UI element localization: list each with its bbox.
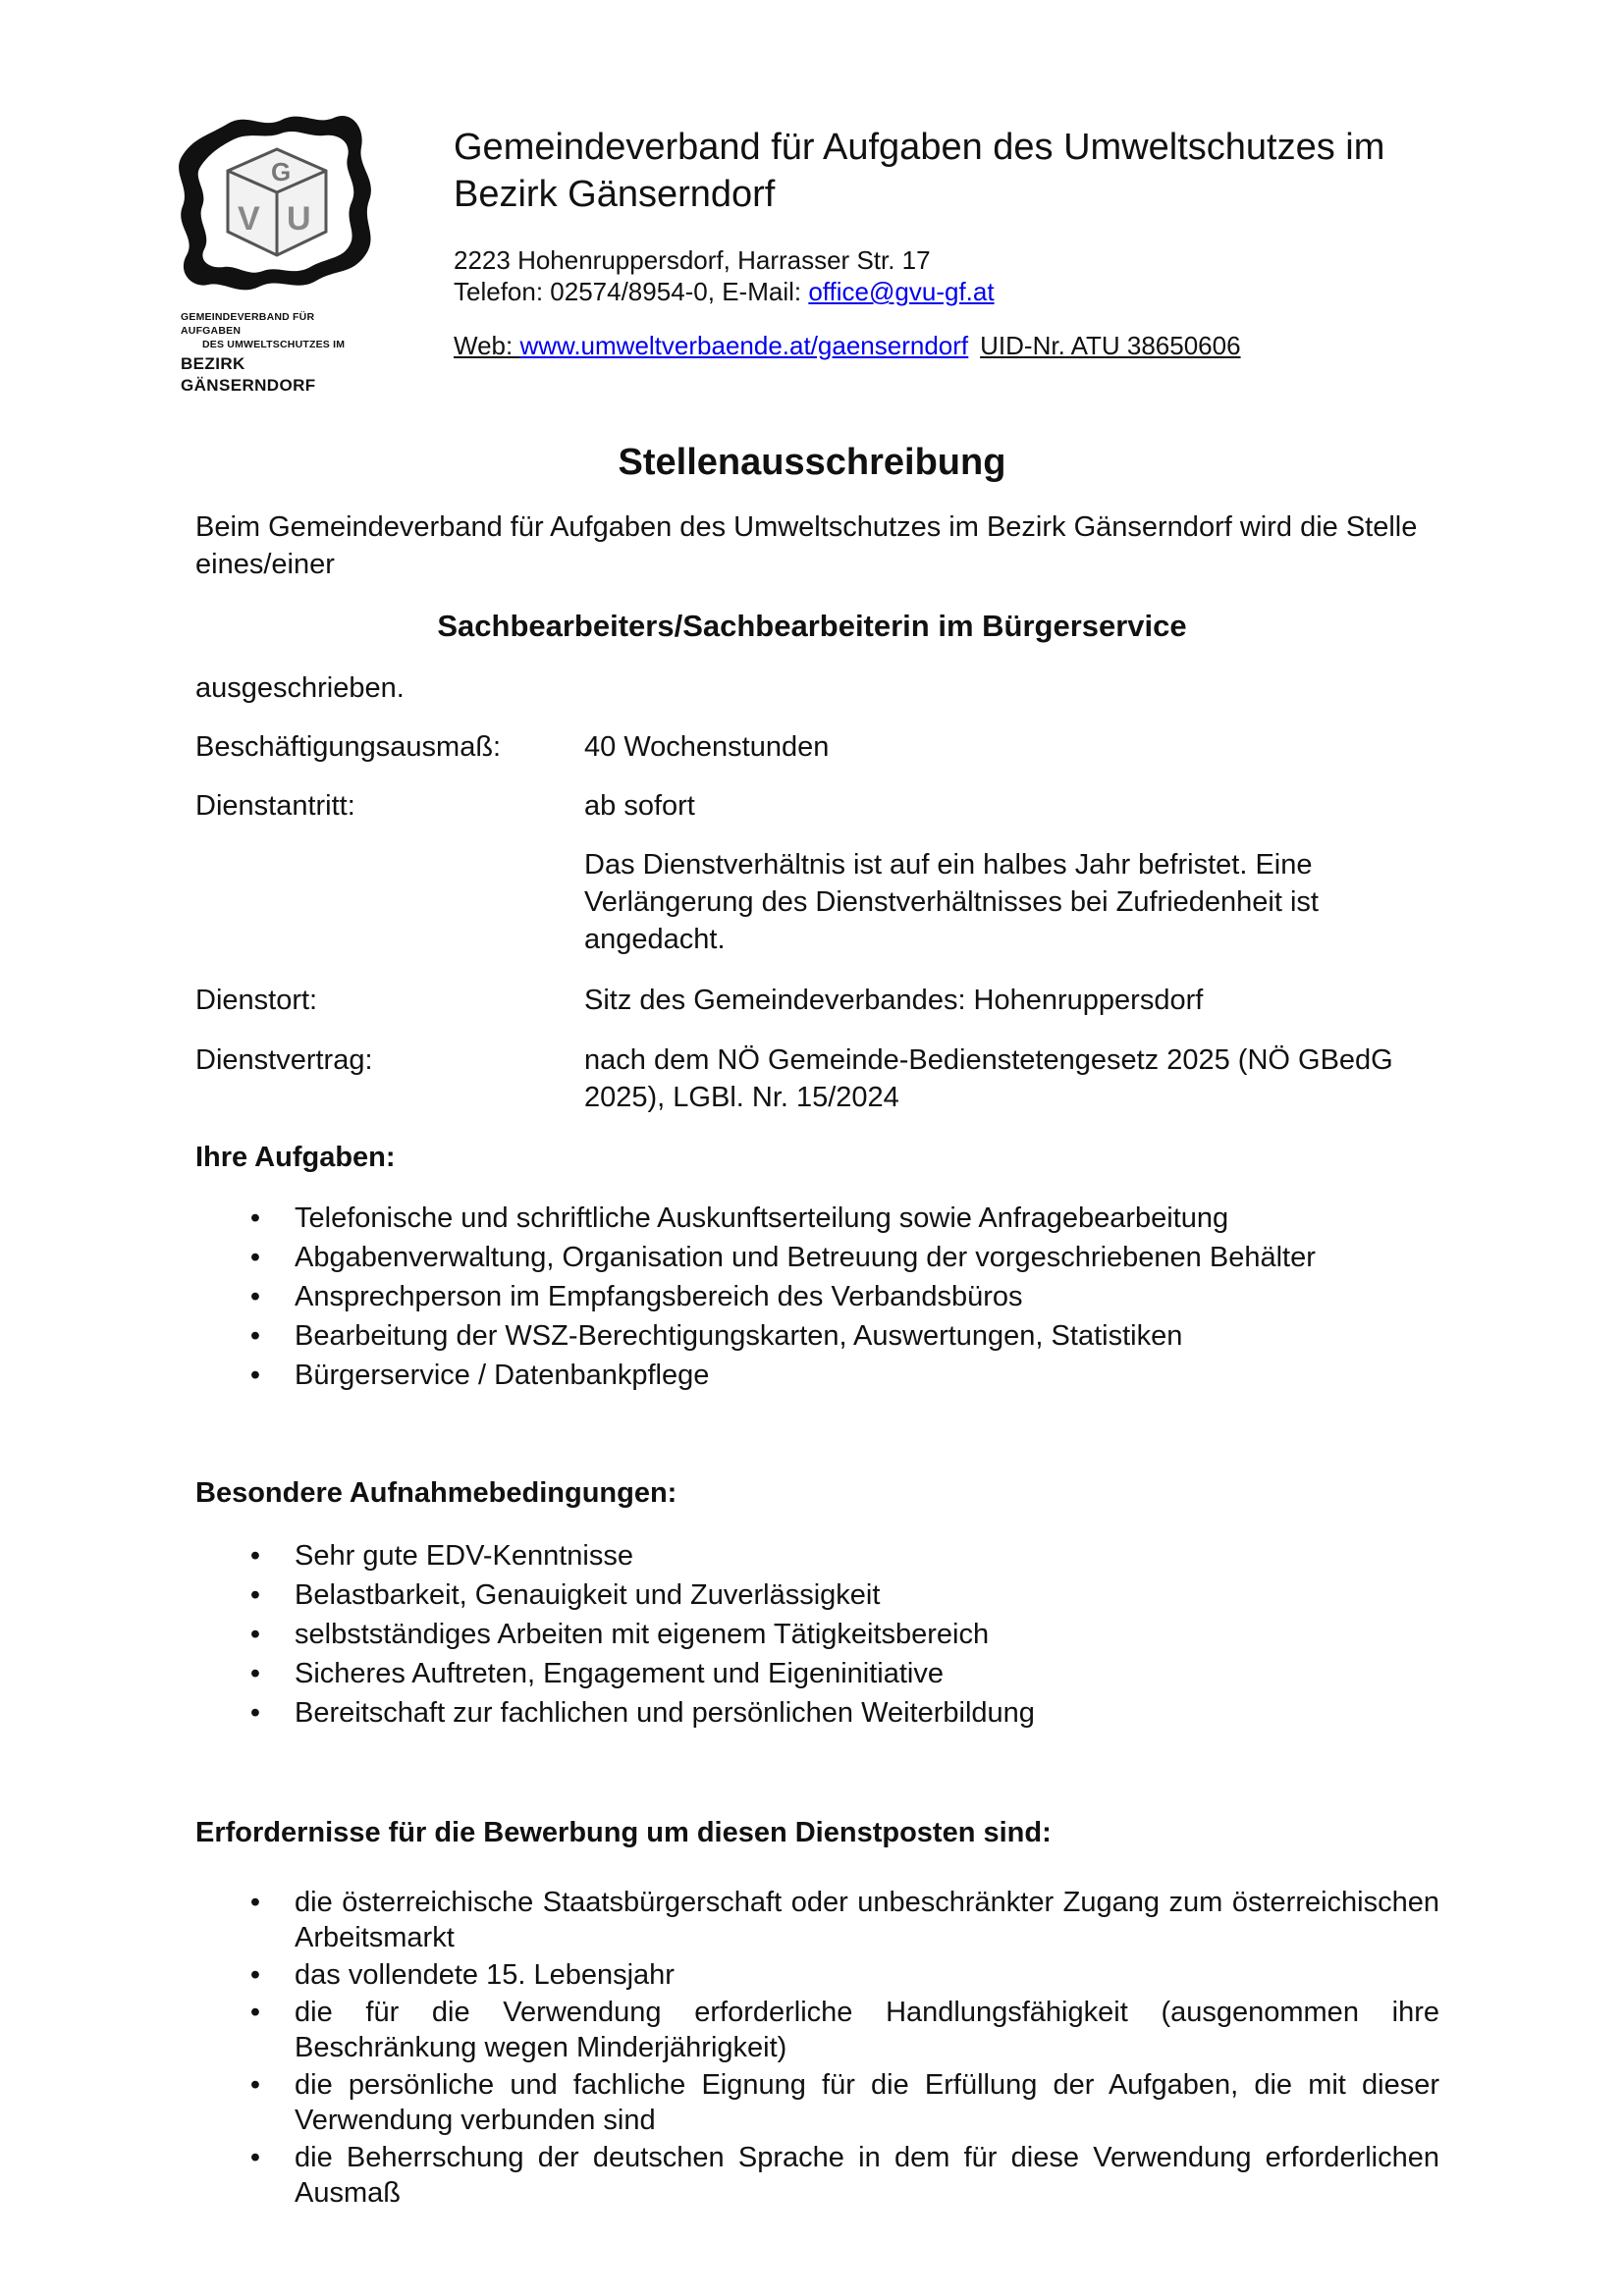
list-item: • Bereitschaft zur fachlichen und persönlichen Weiterbildung [245,1694,1439,1732]
bullet-icon: • [249,1540,261,1572]
list-item: • die Beherrschung der deutschen Sprache in dem für diese Verwendung erforderlichen Ausmaß [245,2140,1439,2211]
gvu-cube-logo-icon [169,112,385,308]
list-item: • Sehr gute EDV-Kenntnisse [245,1537,1439,1575]
logo-line-2: DES UMWELTSCHUTZES IM [202,339,346,350]
after-position-text: ausgeschrieben. [195,672,405,704]
document-title: Stellenausschreibung [618,442,1006,483]
bullet-icon: • [249,1360,261,1391]
phone-text: Telefon: 02574/8954-0, E-Mail: [454,277,809,306]
list-item: • die österreichische Staatsbürgerschaft oder unbeschränkter Zugang zum österreichischen Arbeitsmarkt [245,1885,1439,1955]
web-line [454,331,1241,360]
logo-line-1: GEMEINDEVERBAND FÜR AUFGABEN [181,311,315,337]
bullet-icon: • [249,1281,261,1312]
detail-value: nach dem NÖ Gemeinde-Bedienstetengesetz 2025 (NÖ GBedG 2025), LGBl. Nr. 15/2024 [584,1044,1393,1113]
list-item: • die persönliche und fachliche Eignung für die Erfüllung der Aufgaben, die mit dieser Verwendung verbunden sind [245,2067,1439,2138]
list-item: • Bearbeitung der WSZ-Berechtigungskarten, Auswertungen, Statistiken [245,1317,1439,1355]
detail-label: Dienstvertrag: [195,1044,373,1076]
detail-value: ab sofort [584,790,695,822]
logo-line-3: BEZIRK GÄNSERNDORF [181,354,316,395]
bullet-icon: • [249,1619,261,1650]
list-item: • Abgabenverwaltung, Organisation und Betreuung der vorgeschriebenen Behälter [245,1239,1439,1276]
detail-note: Das Dienstverhältnis ist auf ein halbes Jahr befristet. Eine Verlängerung des Dienstverhältnisses bei Zufriedenheit ist angedacht. [584,849,1319,955]
list-item: • das vollendete 15. Lebensjahr [245,1957,1439,1993]
detail-label: Dienstantritt: [195,790,355,822]
position-title: Sachbearbeiters/Sachbearbeiterin im Bürgerservice [437,609,1187,643]
list-item: • Bürgerservice / Datenbankpflege [245,1357,1439,1394]
conditions-list [245,1537,1439,1734]
intro-paragraph: Beim Gemeindeverband für Aufgaben des Umweltschutzes im Bezirk Gänserndorf wird die Stelle eines/einer [195,511,1418,580]
detail-value: 40 Wochenstunden [584,731,830,763]
logo-letter-v: V [238,200,260,238]
bullet-icon: • [249,1959,261,1991]
section-heading-tasks: Ihre Aufgaben: [195,1142,396,1173]
bullet-icon: • [249,1887,261,1918]
detail-label: Beschäftigungsausmaß: [195,731,502,763]
bullet-icon: • [249,1658,261,1689]
list-item: • Telefonische und schriftliche Auskunftserteilung sowie Anfragebearbeitung [245,1200,1439,1237]
gvu-logo [169,112,385,395]
requirements-list [245,1885,1439,2213]
bullet-icon: • [249,1202,261,1234]
uid-number: UID-Nr. ATU 38650606 [980,331,1241,360]
tasks-list [245,1200,1439,1396]
contact-line [454,277,995,306]
web-prefix: Web: [454,331,520,360]
logo-caption [181,310,377,397]
bullet-icon: • [249,1579,261,1611]
organization-name: Gemeindeverband für Aufgaben des Umweltschutzes im Bezirk Gänserndorf [454,127,1385,215]
address-line: 2223 Hohenruppersdorf, Harrasser Str. 17 [454,245,931,275]
email-link[interactable]: office@gvu-gf.at [808,277,995,306]
bullet-icon: • [249,2069,261,2101]
web-link[interactable]: www.umweltverbaende.at/gaenserndorf [519,331,969,360]
list-item: • Sicheres Auftreten, Engagement und Eigeninitiative [245,1655,1439,1692]
list-item: • Belastbarkeit, Genauigkeit und Zuverlässigkeit [245,1576,1439,1614]
list-item: • Ansprechperson im Empfangsbereich des Verbandsbüros [245,1278,1439,1315]
bullet-icon: • [249,2142,261,2173]
list-item: • selbstständiges Arbeiten mit eigenem Tätigkeitsbereich [245,1616,1439,1653]
bullet-icon: • [249,1997,261,2028]
section-heading-conditions: Besondere Aufnahmebedingungen: [195,1477,677,1509]
bullet-icon: • [249,1320,261,1352]
logo-letter-u: U [287,200,311,238]
detail-value: Sitz des Gemeindeverbandes: Hohenruppersdorf [584,985,1204,1016]
section-heading-requirements: Erfordernisse für die Bewerbung um diesen Dienstposten sind: [195,1817,1052,1848]
logo-letter-g: G [271,157,292,187]
bullet-icon: • [249,1242,261,1273]
detail-label: Dienstort: [195,985,318,1016]
bullet-icon: • [249,1697,261,1729]
list-item: • die für die Verwendung erforderliche Handlungsfähigkeit (ausgenommen ihre Beschränkung wegen Minderjährigkeit) [245,1995,1439,2065]
